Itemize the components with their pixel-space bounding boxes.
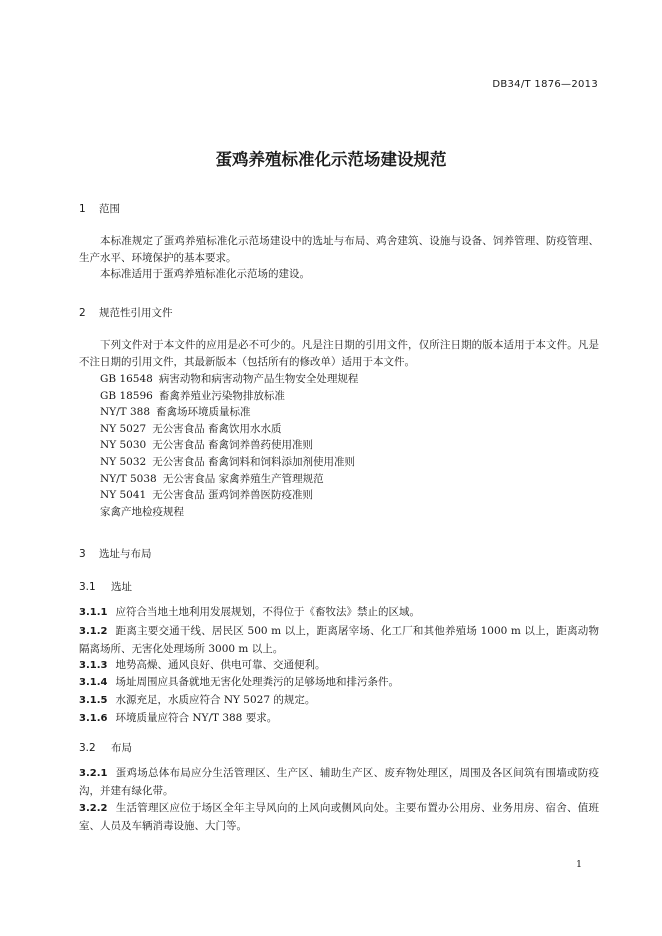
page-number: 1 — [575, 859, 582, 870]
reference-item — [100, 487, 358, 504]
clause-text: 生活管理区应位于场区全年主导风向的上风向或侧风向处。主要布置办公用房、业务用房、宿舍、值班室、人员及车辆消毒设施、大门等。 — [79, 802, 599, 832]
subsection-number: 3.1 — [79, 581, 96, 593]
section-heading-site-layout — [79, 546, 152, 561]
clause-3-1-4 — [79, 674, 599, 692]
clause-text: 地势高燥、通风良好、供电可靠、交通便利。 — [115, 659, 326, 671]
document-code: DB34/T 1876—2013 — [492, 79, 598, 90]
reference-item — [100, 421, 358, 438]
clause-3-1-2 — [79, 623, 599, 657]
reference-title: 畜禽养殖业污染物排放标准 — [158, 389, 285, 402]
clause-text: 应符合当地土地利用发展规划，不得位于《畜牧法》禁止的区域。 — [115, 606, 420, 618]
reference-item — [100, 437, 358, 454]
section-number: 3 — [79, 548, 86, 560]
section-heading-references — [79, 305, 173, 320]
subsection-title: 选址 — [111, 581, 132, 593]
clause-number: 3.1.4 — [79, 677, 108, 688]
clause-3-2-2 — [79, 800, 599, 834]
section-title: 范围 — [99, 203, 120, 215]
reference-item — [100, 471, 358, 488]
scope-paragraph-1: 本标准规定了蛋鸡养殖标准化示范场建设中的选址与布局、鸡舍建筑、设施与设备、饲养管理、防疫管理、生产水平、环境保护的基本要求。 — [79, 235, 599, 264]
clause-text: 距离主要交通干线、居民区 500 m 以上，距离屠宰场、化工厂和其他养殖场 1000 m 以上，距离动物隔离场所、无害化处理场所 3000 m 以上。 — [79, 625, 599, 655]
section-title: 规范性引用文件 — [99, 307, 173, 319]
section-title: 选址与布局 — [99, 548, 152, 560]
clause-3-1-5 — [79, 692, 599, 710]
reference-item — [100, 454, 358, 471]
clause-number: 3.2.1 — [79, 768, 108, 779]
reference-code: NY 5032 — [100, 455, 147, 468]
reference-list — [100, 371, 358, 520]
section-number: 2 — [79, 307, 86, 319]
clause-text: 水源充足，水质应符合 NY 5027 的规定。 — [115, 694, 316, 706]
reference-item — [100, 404, 358, 421]
reference-code: NY/T 5038 — [100, 472, 157, 485]
clause-3-2-1 — [79, 765, 599, 799]
reference-title: 无公害食品 畜禽饲养兽药使用准则 — [152, 439, 314, 452]
references-intro: 下列文件对于本文件的应用是必不可少的。凡是注日期的引用文件，仅所注日期的版本适用于本文件。凡是不注日期的引用文件，其最新版本（包括所有的修改单）适用于本文件。 — [79, 339, 599, 368]
section-number: 1 — [79, 203, 86, 215]
reference-title: 畜禽场环境质量标准 — [156, 406, 251, 419]
clause-number: 3.1.6 — [79, 713, 108, 724]
subsection-heading-layout — [79, 740, 132, 755]
reference-item — [100, 388, 358, 405]
clause-text: 环境质量应符合 NY/T 388 要求。 — [115, 712, 278, 724]
reference-item — [100, 504, 358, 521]
clause-3-1-6 — [79, 710, 599, 728]
reference-code: NY 5027 — [100, 422, 147, 435]
reference-code: GB 16548 — [100, 373, 153, 385]
reference-item — [100, 371, 358, 388]
reference-title: 病害动物和病害动物产品生物安全处理规程 — [158, 373, 359, 385]
reference-title: 无公害食品 蛋鸡饲养兽医防疫准则 — [152, 489, 314, 502]
clause-number: 3.1.2 — [79, 626, 108, 637]
clause-text: 场址周围应具备就地无害化处理粪污的足够场地和排污条件。 — [115, 676, 399, 688]
clause-number: 3.1.1 — [79, 607, 108, 618]
clause-3-1-1 — [79, 604, 599, 622]
clause-number: 3.2.2 — [79, 803, 108, 814]
clause-text: 蛋鸡场总体布局应分生活管理区、生产区、辅助生产区、废弃物处理区，周围及各区间筑有围墙或防疫沟，并建有绿化带。 — [79, 767, 599, 797]
reference-title: 无公害食品 畜禽饲料和饲料添加剂使用准则 — [152, 455, 356, 468]
reference-title: 无公害食品 家禽养殖生产管理规范 — [162, 472, 324, 485]
reference-title: 家禽产地检疫规程 — [100, 505, 184, 518]
reference-code: NY/T 388 — [100, 406, 151, 419]
reference-code: NY 5041 — [100, 489, 147, 502]
clause-3-1-3 — [79, 657, 599, 675]
clause-number: 3.1.3 — [79, 660, 108, 671]
subsection-number: 3.2 — [79, 742, 96, 754]
scope-paragraph-2: 本标准适用于蛋鸡养殖标准化示范场的建设。 — [100, 268, 310, 280]
reference-code: GB 18596 — [100, 389, 153, 402]
reference-code: NY 5030 — [100, 439, 147, 452]
document-title: 蛋鸡养殖标准化示范场建设规范 — [215, 150, 447, 169]
subsection-title: 布局 — [111, 742, 132, 754]
subsection-heading-site-selection — [79, 579, 132, 594]
reference-title: 无公害食品 畜禽饮用水水质 — [152, 422, 282, 435]
section-heading-scope — [79, 201, 120, 216]
clause-number: 3.1.5 — [79, 695, 108, 706]
